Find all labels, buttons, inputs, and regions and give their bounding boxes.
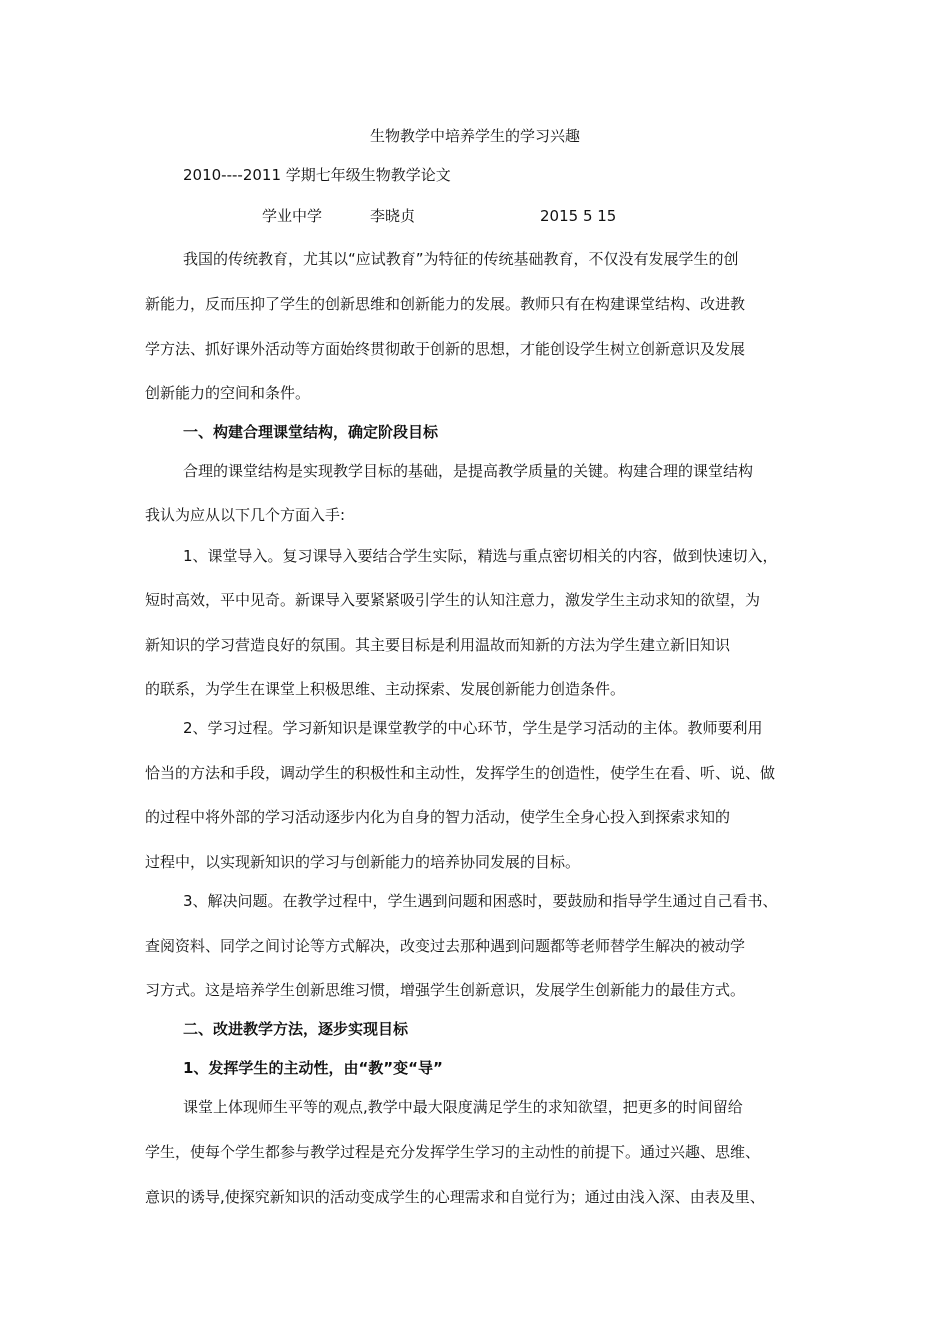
section-heading: 二、改进教学方法，逐步实现目标 [183, 1020, 409, 1038]
paragraph-line: 新能力，反而压抑了学生的创新思维和创新能力的发展。教师只有在构建课堂结构、改进教 [145, 295, 746, 313]
section-heading: 一、构建合理课堂结构，确定阶段目标 [183, 423, 439, 441]
paragraph-line: 的过程中将外部的学习活动逐步内化为自身的智力活动，使学生全身心投入到探索求知的 [145, 808, 731, 826]
paragraph-line: 学生，使每个学生都参与教学过程是充分发挥学生学习的主动性的前提下。通过兴趣、思维、 [145, 1143, 761, 1161]
document-title: 生物教学中培养学生的学习兴趣 [369, 127, 580, 145]
paragraph-line: 查阅资料、同学之间讨论等方式解决，改变过去那种遇到问题都等老师替学生解决的被动学 [145, 937, 746, 955]
paragraph-line: 短时高效，平中见奇。新课导入要紧紧吸引学生的认知注意力，激发学生主动求知的欲望，为 [145, 591, 761, 609]
document-date: 2015 5 15 [540, 207, 617, 225]
paragraph-line: 合理的课堂结构是实现教学目标的基础，是提高教学质量的关键。构建合理的课堂结构 [183, 462, 754, 480]
paragraph-line: 2、学习过程。学习新知识是课堂教学的中心环节，学生是学习活动的主体。教师要利用 [183, 719, 763, 737]
paragraph-line: 我国的传统教育，尤其以“应试教育”为特征的传统基础教育，不仅没有发展学生的创 [183, 250, 739, 268]
paragraph-line: 创新能力的空间和条件。 [145, 384, 311, 402]
paragraph-line: 学方法、抓好课外活动等方面始终贯彻敢于创新的思想，才能创设学生树立创新意识及发展 [145, 340, 746, 358]
author-name: 李晓贞 [370, 207, 416, 225]
paragraph-line: 意识的诱导,使探究新知识的活动变成学生的心理需求和自觉行为；通过由浅入深、由表及里、 [145, 1188, 765, 1206]
subsection-heading: 1、发挥学生的主动性，由“教”变“导” [183, 1059, 443, 1077]
paragraph-line: 新知识的学习营造良好的氛围。其主要目标是利用温故而知新的方法为学生建立新旧知识 [145, 636, 731, 654]
paragraph-line: 过程中，以实现新知识的学习与创新能力的培养协同发展的目标。 [145, 853, 581, 871]
paragraph-line: 我认为应从以下几个方面入手: [145, 506, 346, 524]
document-subtitle: 2010----2011 学期七年级生物教学论文 [183, 166, 451, 184]
paragraph-line: 1、课堂导入。复习课导入要结合学生实际，精选与重点密切相关的内容，做到快速切入， [183, 547, 778, 565]
school-name: 学业中学 [262, 207, 323, 225]
paragraph-line: 3、解决问题。在教学过程中，学生遇到问题和困惑时，要鼓励和指导学生通过自己看书、 [183, 892, 778, 910]
paragraph-line: 课堂上体现师生平等的观点,教学中最大限度满足学生的求知欲望，把更多的时间留给 [183, 1098, 743, 1116]
paragraph-line: 的联系，为学生在课堂上积极思维、主动探索、发展创新能力创造条件。 [145, 680, 626, 698]
paragraph-line: 恰当的方法和手段，调动学生的积极性和主动性，发挥学生的创造性，使学生在看、听、说、做 [145, 764, 776, 782]
paragraph-line: 习方式。这是培养学生创新思维习惯，增强学生创新意识，发展学生创新能力的最佳方式。 [145, 981, 746, 999]
